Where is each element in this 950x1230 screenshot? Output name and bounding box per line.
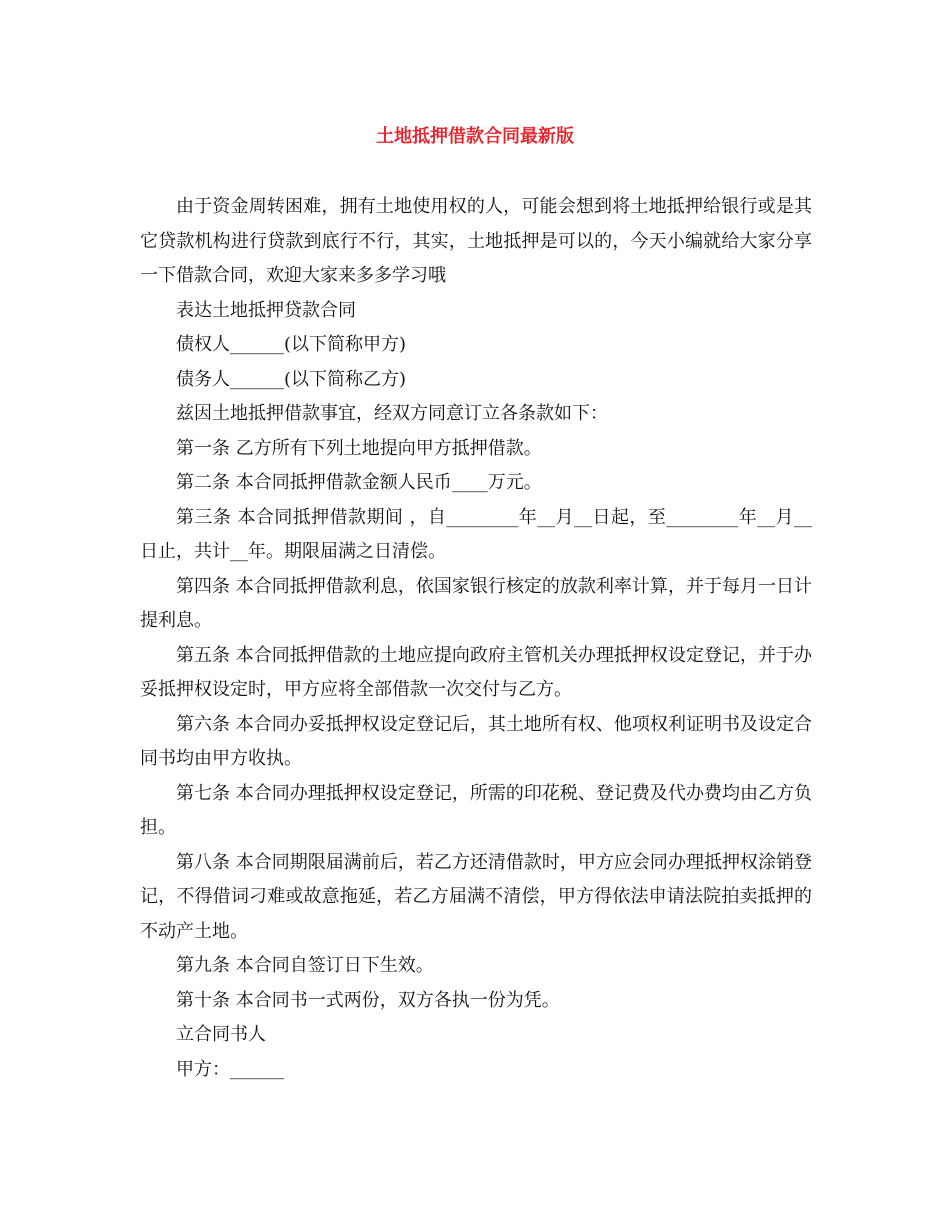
article-5: 第五条 本合同抵押借款的土地应提向政府主管机关办理抵押权设定登记，并于办妥抵押权设定时，甲方应将全部借款一次交付与乙方。 bbox=[140, 644, 812, 700]
article-1: 第一条 乙方所有下列土地提向甲方抵押借款。 bbox=[176, 437, 542, 459]
preamble-paragraph: 兹因土地抵押借款事宜，经双方同意订立各条款如下： bbox=[176, 403, 608, 424]
article-7: 第七条 本合同办理抵押权设定登记，所需的印花税、登记费及代办费均由乙方负担。 bbox=[140, 782, 812, 838]
article-4: 第四条 本合同抵押借款利息，依国家银行核定的放款利率计算，并于每月一日计提利息。 bbox=[140, 575, 812, 631]
contract-heading: 表达土地抵押贷款合同 bbox=[176, 299, 356, 321]
document-title: 土地抵押借款合同最新版 bbox=[376, 126, 574, 147]
article-8: 第八条 本合同期限届满前后，若乙方还清借款时，甲方应会同办理抵押权涂销登记，不得借词刁难或故意拖延，若乙方届满不清偿，甲方得依法申请法院拍卖抵押的不动产土地。 bbox=[140, 851, 812, 942]
article-2: 第二条 本合同抵押借款金额人民币____万元。 bbox=[176, 472, 542, 493]
article-9: 第九条 本合同自签订日下生效。 bbox=[176, 955, 434, 976]
debtor-line: 债务人______(以下简称乙方) bbox=[176, 368, 407, 390]
party-a-signature-line: 甲方：______ bbox=[176, 1058, 284, 1080]
document-body bbox=[140, 190, 812, 1087]
signatories-heading: 立合同书人 bbox=[176, 1024, 266, 1045]
article-3: 第三条 本合同抵押借款期间 ，自________年__月__日起，至________年__月__日止，共计__年。期限届满之日清偿。 bbox=[140, 506, 812, 562]
article-10: 第十条 本合同书一式两份，双方各执一份为凭。 bbox=[176, 989, 560, 1011]
creditor-line: 债权人______(以下简称甲方) bbox=[176, 334, 407, 355]
intro-paragraph: 由于资金周转困难，拥有土地使用权的人，可能会想到将土地抵押给银行或是其它贷款机构进行贷款到底行不行，其实，土地抵押是可以的，今天小编就给大家分享一下借款合同，欢迎大家来多多学习哦 bbox=[140, 196, 812, 286]
article-6: 第六条 本合同办妥抵押权设定登记后，其土地所有权、他项权利证明书及设定合同书均由甲方收执。 bbox=[140, 713, 812, 769]
